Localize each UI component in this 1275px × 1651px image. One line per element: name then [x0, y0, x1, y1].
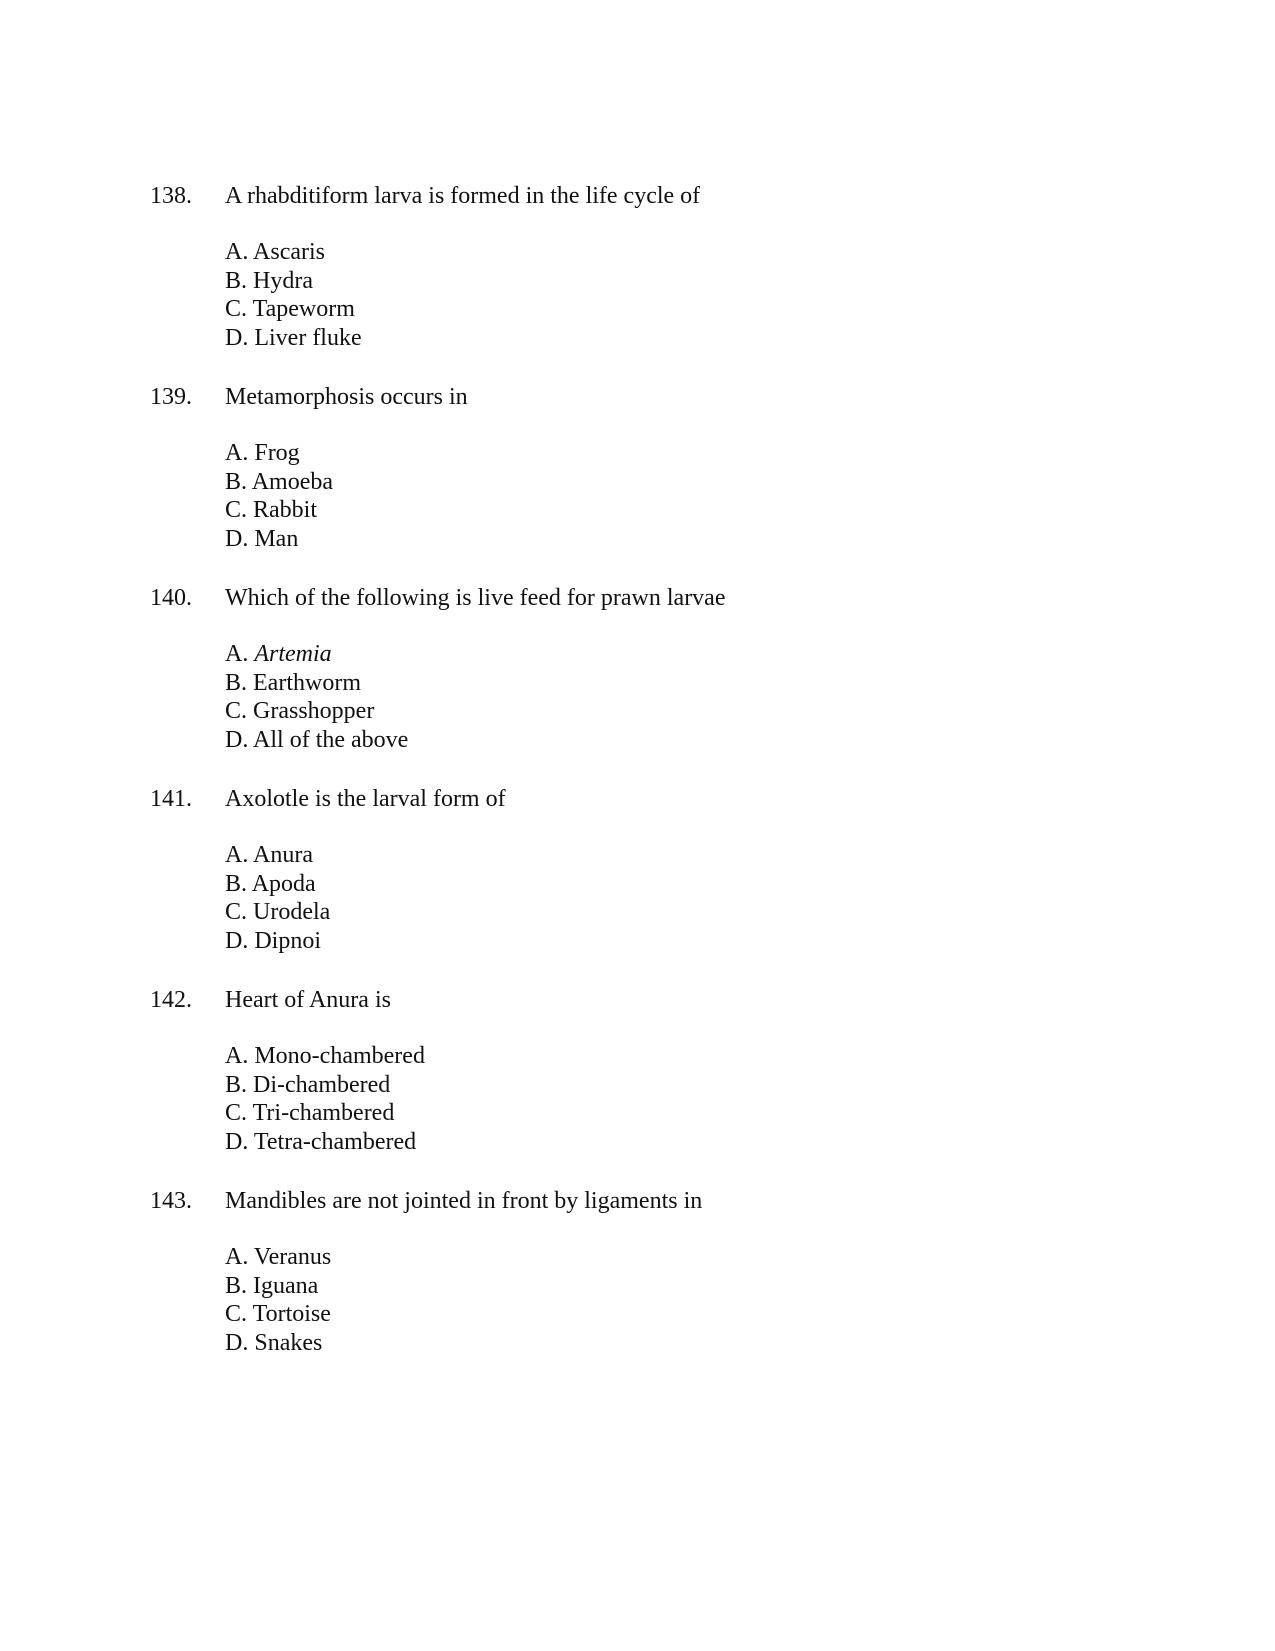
option-d — [225, 927, 330, 956]
option-a — [225, 238, 362, 267]
question-text: Axolotle is the larval form of — [225, 786, 506, 812]
question-number: 138. — [150, 183, 192, 209]
option-letter: C. — [225, 296, 248, 323]
question-142 — [150, 985, 1150, 1156]
option-text: Ascaris — [253, 239, 326, 265]
option-a — [225, 439, 333, 468]
question-header — [150, 181, 1150, 211]
option-text: Rabbit — [253, 497, 318, 524]
option-letter: A. — [225, 1043, 249, 1069]
option-text: Tortoise — [252, 1301, 331, 1328]
question-header — [150, 784, 1150, 814]
option-letter: A. — [225, 239, 249, 265]
option-letter: B. — [225, 1272, 248, 1299]
option-text: Apoda — [251, 870, 316, 897]
option-list — [225, 841, 330, 956]
option-letter: C. — [225, 1301, 248, 1328]
option-a — [225, 841, 330, 870]
option-text: Veranus — [253, 1244, 332, 1270]
option-list — [225, 1042, 425, 1157]
option-letter: B. — [225, 468, 248, 495]
option-letter: D. — [225, 928, 249, 955]
option-text: Iguana — [253, 1272, 319, 1299]
option-c — [225, 295, 362, 324]
option-text: Tetra-chambered — [253, 1129, 417, 1156]
option-c — [225, 496, 333, 525]
option-text: Mono-chambered — [254, 1043, 425, 1069]
option-letter: C. — [225, 497, 248, 524]
option-list — [225, 439, 333, 554]
option-text: All of the above — [253, 727, 409, 754]
option-c — [225, 1099, 425, 1128]
option-letter: C. — [225, 899, 248, 926]
question-header — [150, 985, 1150, 1015]
option-d — [225, 324, 362, 353]
option-text: Man — [254, 526, 299, 553]
question-number: 140. — [150, 585, 192, 611]
option-list — [225, 238, 362, 353]
option-text: Di-chambered — [253, 1071, 391, 1098]
question-text: Heart of Anura is — [225, 987, 391, 1013]
option-b — [225, 1071, 425, 1100]
option-b — [225, 870, 330, 899]
question-header — [150, 1186, 1150, 1216]
option-c — [225, 898, 330, 927]
option-letter: C. — [225, 1100, 248, 1127]
option-c — [225, 1300, 331, 1329]
option-text: Liver fluke — [254, 325, 362, 352]
option-letter: A. — [225, 1244, 249, 1270]
option-text: Snakes — [254, 1330, 323, 1357]
question-140 — [150, 583, 1150, 754]
option-letter: A. — [225, 641, 249, 667]
option-text: Urodela — [253, 899, 331, 926]
option-text: Tapeworm — [252, 296, 355, 323]
option-text: Dipnoi — [254, 928, 322, 955]
option-letter: A. — [225, 842, 249, 868]
question-text: Which of the following is live feed for prawn larvae — [225, 585, 726, 611]
option-c — [225, 697, 408, 726]
question-text: Metamorphosis occurs in — [225, 384, 468, 410]
option-letter: D. — [225, 1129, 249, 1156]
question-text: A rhabditiform larva is formed in the life cycle of — [225, 183, 701, 209]
option-list — [225, 640, 408, 755]
option-letter: D. — [225, 727, 249, 754]
question-143 — [150, 1186, 1150, 1357]
option-letter: B. — [225, 870, 248, 897]
question-139 — [150, 382, 1150, 553]
question-138 — [150, 181, 1150, 352]
option-d — [225, 726, 408, 755]
question-number: 139. — [150, 384, 192, 410]
option-letter: D. — [225, 1330, 249, 1357]
option-letter: A. — [225, 440, 249, 466]
option-a — [225, 1243, 331, 1272]
option-b — [225, 669, 408, 698]
option-d — [225, 525, 333, 554]
option-b — [225, 1272, 331, 1301]
option-text: Hydra — [253, 267, 313, 294]
option-text: Artemia — [254, 641, 332, 667]
option-letter: B. — [225, 267, 248, 294]
question-header — [150, 583, 1150, 613]
option-d — [225, 1329, 331, 1358]
option-d — [225, 1128, 425, 1157]
option-letter: B. — [225, 669, 248, 696]
option-list — [225, 1243, 331, 1358]
option-b — [225, 267, 362, 296]
option-text: Tri-chambered — [252, 1100, 395, 1127]
option-letter: D. — [225, 325, 249, 352]
option-a — [225, 1042, 425, 1071]
question-141 — [150, 784, 1150, 955]
question-number: 141. — [150, 786, 192, 812]
option-letter: B. — [225, 1071, 248, 1098]
question-header — [150, 382, 1150, 412]
option-text: Grasshopper — [253, 698, 375, 725]
option-text: Anura — [253, 842, 314, 868]
option-text: Earthworm — [253, 669, 361, 696]
question-number: 143. — [150, 1188, 192, 1214]
option-a — [225, 640, 408, 669]
option-letter: D. — [225, 526, 249, 553]
option-text: Frog — [254, 440, 300, 466]
option-text: Amoeba — [251, 468, 334, 495]
question-text: Mandibles are not jointed in front by ligaments in — [225, 1188, 703, 1214]
question-number: 142. — [150, 987, 192, 1013]
option-letter: C. — [225, 698, 248, 725]
option-b — [225, 468, 333, 497]
